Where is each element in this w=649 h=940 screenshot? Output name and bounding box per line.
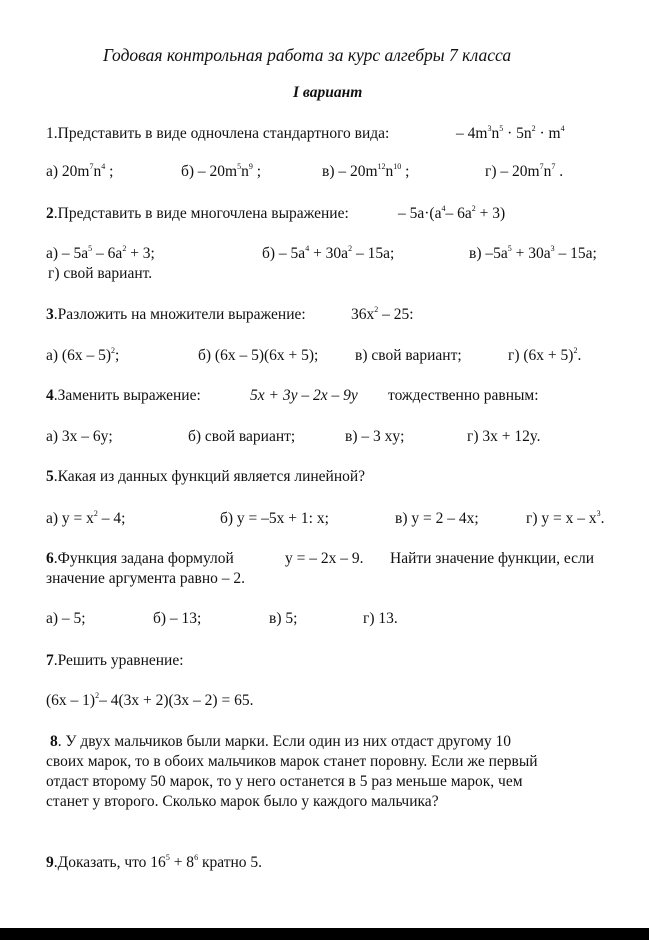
question-text: .Представить в виде одночлена стандартного вида:: [53, 125, 390, 142]
answer-option-d: г) свой вариант.: [48, 265, 153, 282]
answer-option-b: б) y = –5x + 1: x;: [220, 510, 329, 527]
question-text: . У двух мальчиков были марки. Если один из них отдаст другому 10: [57, 733, 511, 750]
question-7-equation: (6x – 1)$^2$– 4(3x + 2)(3x – 2) = 65.: [46, 691, 254, 709]
question-1: [46, 125, 389, 143]
answer-option-c: $в) - 20m^{12}n^{10}$ ;: [322, 162, 410, 180]
question-text: .Представить в виде многочлена выражение:: [53, 205, 349, 222]
answer-option-c: в) – 3 xy;: [345, 428, 405, 445]
answer-option-a: а) 3x – 6y;: [46, 428, 113, 445]
question-8: [50, 733, 511, 751]
answer-option-b: б) свой вариант;: [188, 428, 296, 445]
answer-option-a: $а) - 5a^5 - 6a^2 + 3$;: [46, 244, 155, 262]
answer-option-c: в) y = 2 – 4x;: [395, 510, 479, 527]
question-text: .Заменить выражение:: [53, 387, 201, 404]
answer-option-b: б) – 13;: [153, 610, 202, 627]
question-number: 6: [46, 550, 54, 567]
answer-option-a: а) – 5;: [46, 610, 86, 627]
question-4: [46, 387, 201, 405]
question-6: [46, 550, 234, 568]
question-8-line-2: своих марок, то в обоих мальчиков марок станет поровну. Если же первый: [46, 753, 538, 770]
question-3: [46, 306, 306, 324]
answer-option-c: в) свой вариант;: [355, 347, 462, 364]
question-text: .Разложить на множители выражение:: [53, 306, 306, 323]
answer-option-a: а) $y = x^2 - 4$;: [46, 509, 126, 527]
question-6-text-continued: Найти значение функции, если: [390, 550, 595, 567]
question-6-formula: y = – 2x – 9.: [285, 550, 364, 567]
question-3-expression: $36x^2 - 25$:: [351, 305, 414, 323]
question-4-expression: 5x + 3y – 2x – 9y: [250, 387, 358, 404]
question-text: .Какая из данных функций является линейной?: [53, 468, 366, 485]
answer-option-c: в) 5;: [269, 610, 298, 627]
bottom-border: [0, 928, 649, 940]
variant-heading: I вариант: [293, 84, 363, 101]
answer-option-a: а) (6x – 5)$^2$;: [46, 346, 120, 364]
answer-option-d: г) $y = x - x^3$.: [526, 509, 605, 527]
question-number: 8: [50, 733, 58, 750]
question-text: .Решить уравнение:: [53, 652, 184, 669]
question-7: [46, 652, 184, 670]
answer-option-d: $г) - 20m^7n^7$ .: [485, 162, 564, 180]
question-2: [46, 205, 349, 223]
question-6-text-line-2: значение аргумента равно – 2.: [46, 570, 246, 587]
answer-option-d: г) 13.: [363, 610, 398, 627]
answer-option-b: б) (6x – 5)(6x + 5);: [198, 347, 319, 364]
page-title: Годовая контрольная работа за курс алгебры 7 класса: [103, 45, 512, 65]
question-number: 1: [46, 125, 54, 142]
question-number: 2: [46, 205, 54, 222]
answer-option-c: в) $-5a^5 + 30a^3 - 15a$;: [469, 244, 597, 262]
question-4-text-after: тождественно равным:: [388, 387, 539, 404]
question-number: 7: [46, 652, 54, 669]
question-9: 9.Доказать, что $16^5 + 8^6$ кратно 5.: [46, 853, 263, 871]
question-number: 4: [46, 387, 54, 404]
answer-option-d: г) $(6x + 5)^2$.: [508, 346, 582, 364]
question-5: [46, 468, 365, 486]
question-1-expression: – $4m^3n^5 \cdot 5n^2 \cdot m^4$: [456, 124, 565, 142]
answer-option-b: $б) - 5a^4 + 30a^2 - 15a$;: [262, 244, 395, 262]
answer-option-a: а) $20m^7n^4$ ;: [46, 162, 114, 180]
question-8-line-3: отдаст второму 50 марок, то у него останется в 5 раз меньше марок, чем: [46, 773, 523, 790]
answer-option-b: $б) - 20m^5n^9$ ;: [181, 162, 262, 180]
question-number: 3: [46, 306, 54, 323]
question-text: .Функция задана формулой: [53, 550, 234, 567]
answer-option-d: г) 3x + 12y.: [467, 428, 541, 445]
question-number: 9: [46, 854, 54, 871]
question-2-expression: – $5a\cdot(a^4-$ $6a^2 + 3$): [398, 204, 506, 222]
question-number: 5: [46, 468, 54, 485]
question-8-line-4: станет у второго. Сколько марок было у каждого мальчика?: [46, 793, 439, 810]
